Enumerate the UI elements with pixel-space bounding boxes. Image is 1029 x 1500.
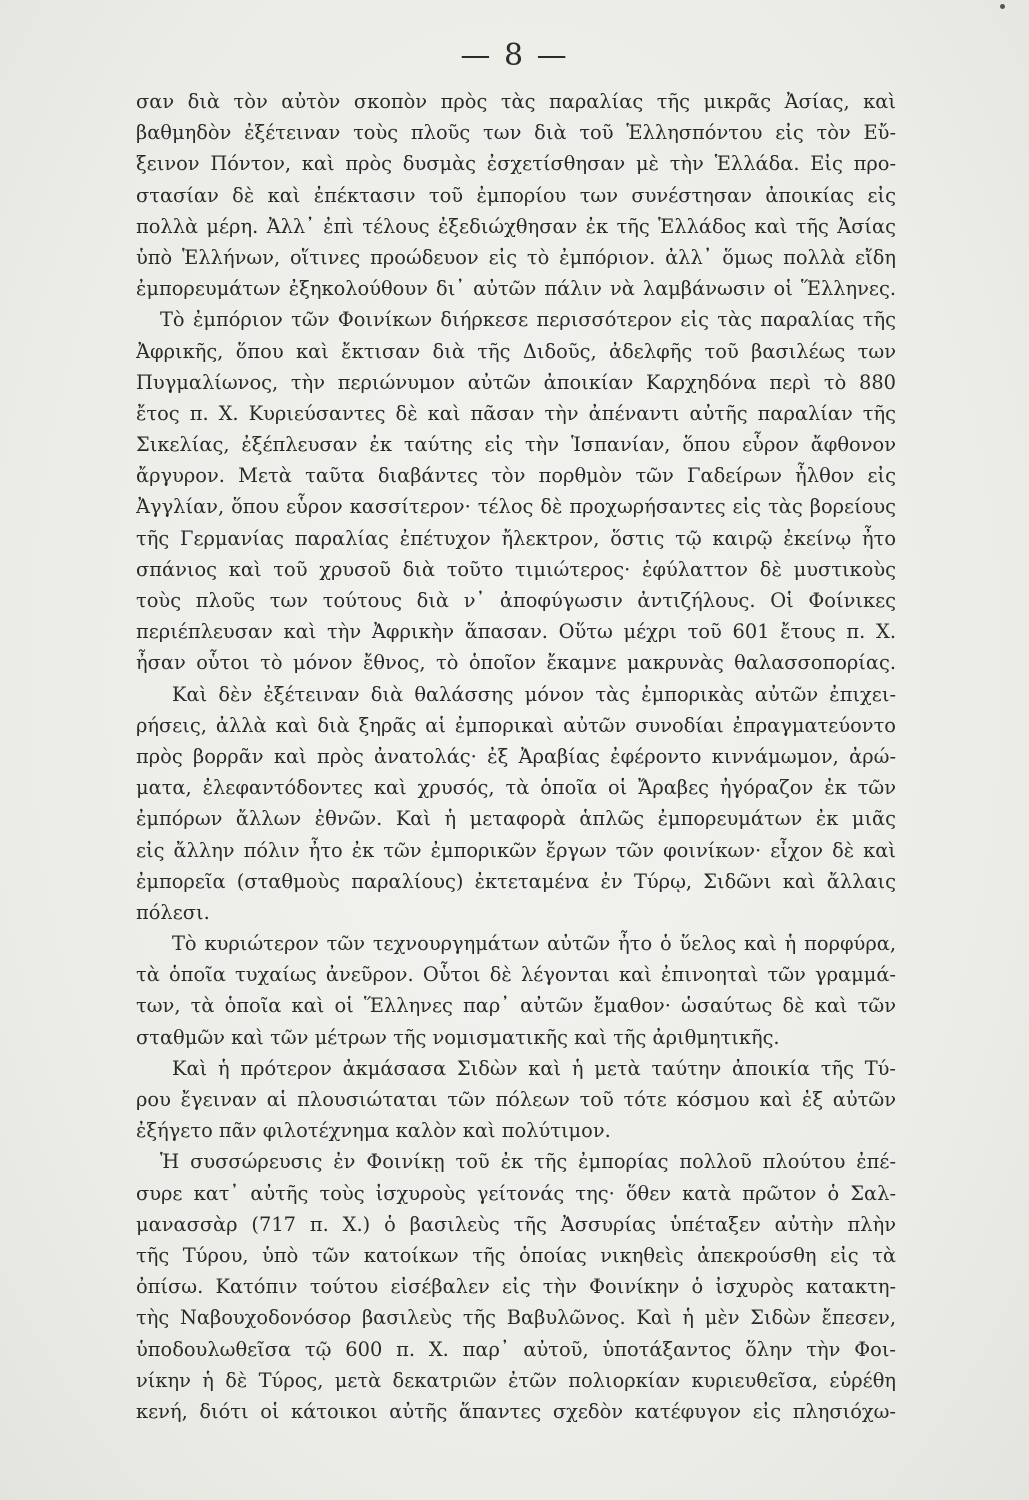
text-line: ματα, ἐλεφαντόδοντες καὶ χρυσός, τὰ ὁποῖα οἱ Ἄραβες ἠγόραζον ἐκ τῶν (136, 776, 896, 800)
text-line: κενή, διότι οἱ κάτοικοι αὐτῆς ἅπαντες σχεδὸν κατέφυγον εἰς πλησιόχω- (136, 1399, 896, 1423)
text-line: σαν διὰ τὸν αὐτὸν σκοπὸν πρὸς τὰς παραλίας τῆς μικρᾶς Ἀσίας, καὶ (136, 90, 896, 113)
text-line: ἐμπόρων ἄλλων ἐθνῶν. Καὶ ἡ μεταφορὰ ἁπλῶς ἐμπορευμάτων ἐκ μιᾶς (136, 807, 896, 831)
text-line: βαθμηδὸν ἐξέτειναν τοὺς πλοῦς των διὰ τοῦ Ἑλλησπόντου εἰς τὸν Εὔ- (136, 121, 896, 145)
text-line: ρου ἔγειναν αἱ πλουσιώταται τῶν πόλεων τοῦ τότε κόσμου καὶ ἐξ αὐτῶν (136, 1088, 896, 1111)
text-line: τῆς Γερμανίας παραλίας ἐπέτυχον ἤλεκτρον, ὅστις τῷ καιρῷ ἐκείνῳ ἦτο (136, 526, 896, 550)
text-line: ἔτος π. Χ. Κυριεύσαντες δὲ καὶ πᾶσαν τὴν ἀπέναντι αὐτῆς παραλίαν τῆς (136, 401, 896, 425)
text-line: τὰ ὁποῖα τυχαίως ἀνεῦρον. Οὗτοι δὲ λέγονται καὶ ἐπινοηταὶ τῶν γραμμά- (136, 963, 896, 987)
text-line: Ἡ συσσώρευσις ἐν Φοινίκῃ τοῦ ἐκ τῆς ἐμπορίας πολλοῦ πλούτου ἐπέ- (160, 1150, 896, 1174)
text-line: Τὸ κυριώτερον τῶν τεχνουργημάτων αὐτῶν ἦτο ὁ ὕελος καὶ ἡ πορφύρα, (172, 932, 896, 956)
text-line: ἦσαν οὗτοι τὸ μόνον ἔθνος, τὸ ὁποῖον ἔκαμνε μακρυνὰς θαλασσοπορίας. (136, 651, 896, 675)
text-line: πόλεσι. (136, 900, 210, 924)
text-line: ξεινον Πόντον, καὶ πρὸς δυσμὰς ἐσχετίσθησαν μὲ τὴν Ἑλλάδα. Εἰς προ- (136, 152, 896, 176)
text-line: Σικελίας, ἐξέπλευσαν ἐκ ταύτης εἰς τὴν Ἱσπανίαν, ὅπου εὗρον ἄφθονον (136, 433, 896, 457)
page-number: — 8 — (460, 38, 569, 73)
text-line: μανασσὰρ (717 π. Χ.) ὁ βασιλεὺς τῆς Ἀσσυρίας ὑπέταξεν αὐτὴν πλὴν (136, 1212, 896, 1236)
text-line: των, τὰ ὁποῖα καὶ οἱ Ἕλληνες παρ᾿ αὐτῶν ἔμαθον· ὡσαύτως δὲ καὶ τῶν (136, 994, 896, 1018)
text-line: Πυγμαλίωνος, τὴν περιώνυμον αὐτῶν ἀποικίαν Καρχηδόνα περὶ τὸ 880 (136, 370, 896, 394)
text-line: πολλὰ μέρη. Ἀλλ᾿ ἐπὶ τέλους ἐξεδιώχθησαν ἐκ τῆς Ἑλλάδος καὶ τῆς Ἀσίας (136, 214, 896, 238)
text-line: τῆς Τύρου, ὑπὸ τῶν κατοίκων τῆς ὁποίας νικηθεὶς ἀπεκρούσθη εἰς τὰ (136, 1243, 896, 1267)
text-line: συρε κατ᾿ αὐτῆς τοὺς ἰσχυροὺς γείτονάς της· ὅθεν κατὰ πρῶτον ὁ Σαλ- (136, 1181, 896, 1205)
text-line: πρὸς βορρᾶν καὶ πρὸς ἀνατολάς· ἐξ Ἀραβίας ἐφέροντο κιννάμωμον, ἀρώ- (136, 744, 896, 768)
text-line: σταθμῶν καὶ τῶν μέτρων τῆς νομισματικῆς καὶ τῆς ἀριθμητικῆς. (136, 1025, 780, 1049)
text-line: ρήσεις, ἀλλὰ καὶ διὰ ξηρᾶς αἱ ἐμπορικαὶ αὐτῶν συνοδίαι ἐπραγματεύοντο (136, 713, 896, 737)
text-line: Τὸ ἐμπόριον τῶν Φοινίκων διήρκεσε περισσότερον εἰς τὰς παραλίας τῆς (160, 308, 896, 332)
text-line: νίκην ἡ δὲ Τύρος, μετὰ δεκατριῶν ἐτῶν πολιορκίαν κυριευθεῖσα, εὑρέθη (136, 1368, 896, 1392)
text-line: ἐμπορεῖα (σταθμοὺς παραλίους) ἐκτεταμένα ἐν Τύρῳ, Σιδῶνι καὶ ἄλλαις (136, 869, 896, 893)
paper-speck (1000, 4, 1005, 9)
body-text (136, 86, 896, 1427)
text-line: τὴς Ναβουχοδονόσορ βασιλεὺς τῆς Βαβυλῶνος. Καὶ ἡ μὲν Σιδὼν ἔπεσεν, (136, 1306, 896, 1330)
text-line: ὑποδουλωθεῖσα τῷ 600 π. Χ. παρ᾿ αὐτοῦ, ὑποτάξαντος ὅλην τὴν Φοι- (136, 1337, 896, 1361)
text-line: Καὶ δὲν ἐξέτειναν διὰ θαλάσσης μόνον τὰς ἐμπορικὰς αὐτῶν ἐπιχει- (172, 682, 896, 706)
text-line: Ἀγγλίαν, ὅπου εὗρον κασσίτερον· τέλος δὲ προχωρήσαντες εἰς τὰς βορείους (136, 495, 896, 519)
text-line: Καὶ ἡ πρότερον ἀκμάσασα Σιδὼν καὶ ἡ μετὰ ταύτην ἀποικία τῆς Τύ- (172, 1056, 896, 1080)
text-line: Ἀφρικῆς, ὅπου καὶ ἔκτισαν διὰ τῆς Διδοῦς, ἀδελφῆς τοῦ βασιλέως των (136, 339, 896, 363)
text-line: ὀπίσω. Κατόπιν τούτου εἰσέβαλεν εἰς τὴν Φοινίκην ὁ ἰσχυρὸς κατακτη- (136, 1275, 896, 1299)
text-line: εἰς ἄλλην πόλιν ἦτο ἐκ τῶν ἐμπορικῶν ἔργων τῶν φοινίκων· εἶχον δὲ καὶ (136, 838, 896, 862)
text-line: τοὺς πλοῦς των τούτους διὰ ν᾿ ἀποφύγωσιν ἀντιζήλους. Οἱ Φοίνικες (136, 589, 896, 612)
text-line: στασίαν δὲ καὶ ἐπέκτασιν τοῦ ἐμπορίου των συνέστησαν ἀποικίας εἰς (136, 183, 896, 207)
text-line: ἄργυρον. Μετὰ ταῦτα διαβάντες τὸν πορθμὸν τῶν Γαδείρων ἦλθον εἰς (136, 464, 896, 488)
text-line: ὑπὸ Ἑλλήνων, οἵτινες προώδευον εἰς τὸ ἐμπόριον. ἀλλ᾿ ὅμως πολλὰ εἴδη (136, 245, 896, 269)
text-line: περιέπλευσαν καὶ τὴν Ἀφρικὴν ἅπασαν. Οὕτω μέχρι τοῦ 601 ἔτους π. Χ. (136, 620, 896, 644)
text-line: ἐξήγετο πᾶν φιλοτέχνημα καλὸν καὶ πολύτιμον. (136, 1119, 611, 1143)
text-line: σπάνιος καὶ τοῦ χρυσοῦ διὰ τοῦτο τιμιώτερος· ἐφύλαττον δὲ μυστικοὺς (136, 557, 896, 581)
text-line: ἐμπορευμάτων ἐξηκολούθουν δι᾿ αὐτῶν πάλιν νὰ λαμβάνωσιν οἱ Ἕλληνες. (136, 277, 896, 301)
